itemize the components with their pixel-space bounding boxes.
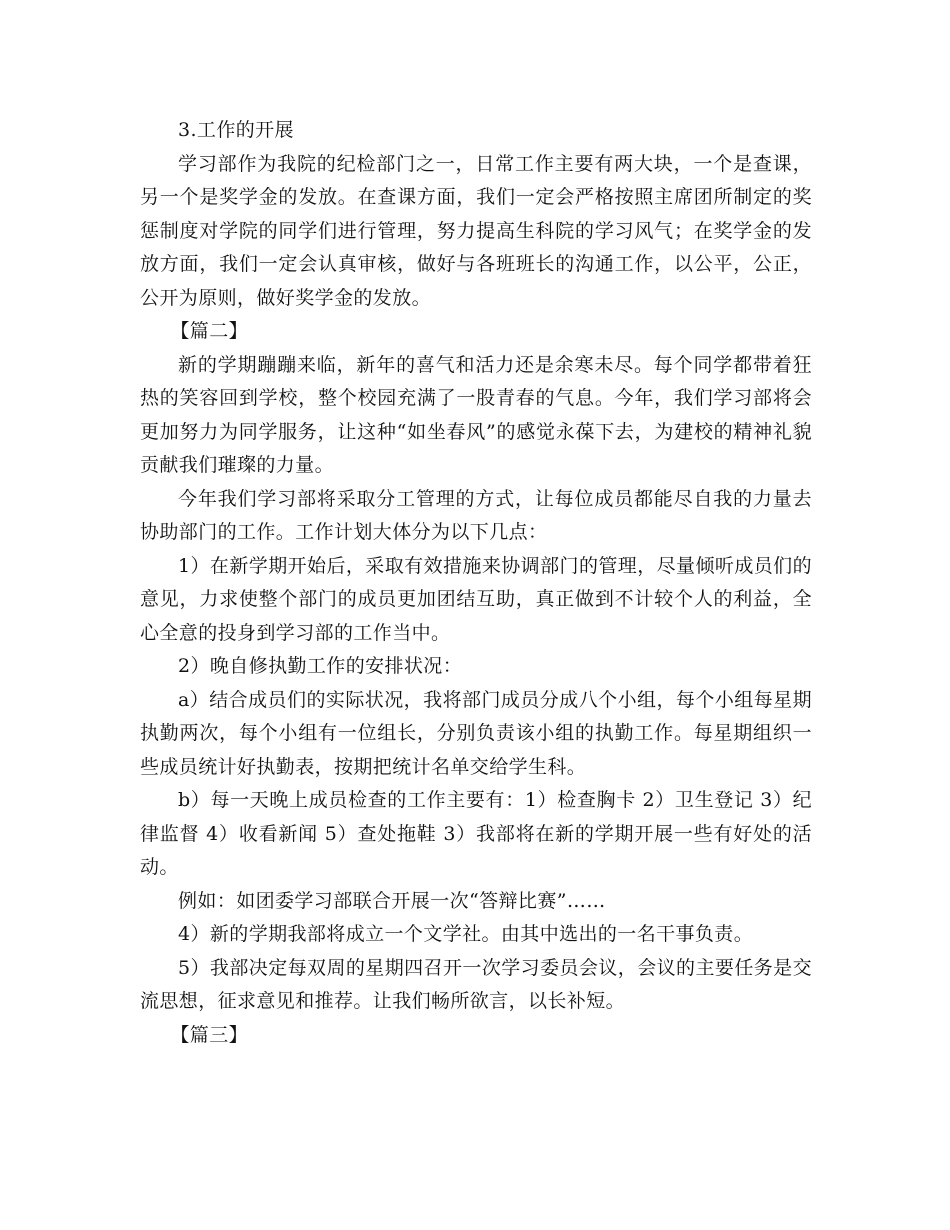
paragraph-division-of-work: 今年我们学习部将采取分工管理的方式，让每位成员都能尽自我的力量去协助部门的工作。工作计划大体分为以下几点： <box>140 487 812 543</box>
paragraph-new-semester: 新的学期蹦蹦来临，新年的喜气和活力还是余寒未尽。每个同学都带着狂热的笑容回到学校，整个校园充满了一股青春的气息。今年，我们学习部将会更加努力为同学服务，让这种“如坐春风”的感觉永葆下去，为建校的精神礼貌贡献我们璀璨的力量。 <box>140 353 812 476</box>
section-heading-part-three: 【篇三】 <box>170 1023 248 1046</box>
paragraph-example: 例如：如团委学习部联合开展一次“答辩比赛”…… <box>178 889 606 912</box>
list-item-2b: b）每一天晚上成员检查的工作主要有：1）检查胸卡 2）卫生登记 3）纪律监督 4）收看新闻 5）查处拖鞋 3）我部将在新的学期开展一些有好处的活动。 <box>140 789 812 878</box>
document-body <box>140 114 812 1052</box>
paragraph-study-department-duties: 学习部作为我院的纪检部门之一，日常工作主要有两大块，一个是查课，另一个是奖学金的发放。在查课方面，我们一定会严格按照主席团所制定的奖惩制度对学院的同学们进行管理，努力提高生科院的学习风气；在奖学金的发放方面，我们一定会认真审核，做好与各班班长的沟通工作，以公平，公正，公开为原则，做好奖学金的发放。 <box>140 152 812 309</box>
list-item-2: 2）晚自修执勤工作的安排状况： <box>178 655 463 677</box>
list-item-2a: a）结合成员们的实际状况，我将部门成员分成八个小组，每个小组每星期执勤两次，每个小组有一位组长，分别负责该小组的执勤工作。每星期组织一些成员统计好执勤表，按期把统计名单交给学生科。 <box>140 688 812 778</box>
section-heading-work-progress: 3.工作的开展 <box>178 119 294 141</box>
list-item-4: 4）新的学期我部将成立一个文学社。由其中选出的一名干事负责。 <box>178 923 754 945</box>
section-heading-part-two: 【篇二】 <box>170 320 248 342</box>
list-item-5: 5）我部决定每双周的星期四召开一次学习委员会议，会议的主要任务是交流思想，征求意见和推荐。让我们畅所欲言，以长补短。 <box>140 956 812 1012</box>
list-item-1: 1）在新学期开始后，采取有效措施来协调部门的管理，尽量倾听成员们的意见，力求使整个部门的成员更加团结互助，真正做到不计较个人的利益，全心全意的投身到学习部的工作当中。 <box>140 554 812 644</box>
